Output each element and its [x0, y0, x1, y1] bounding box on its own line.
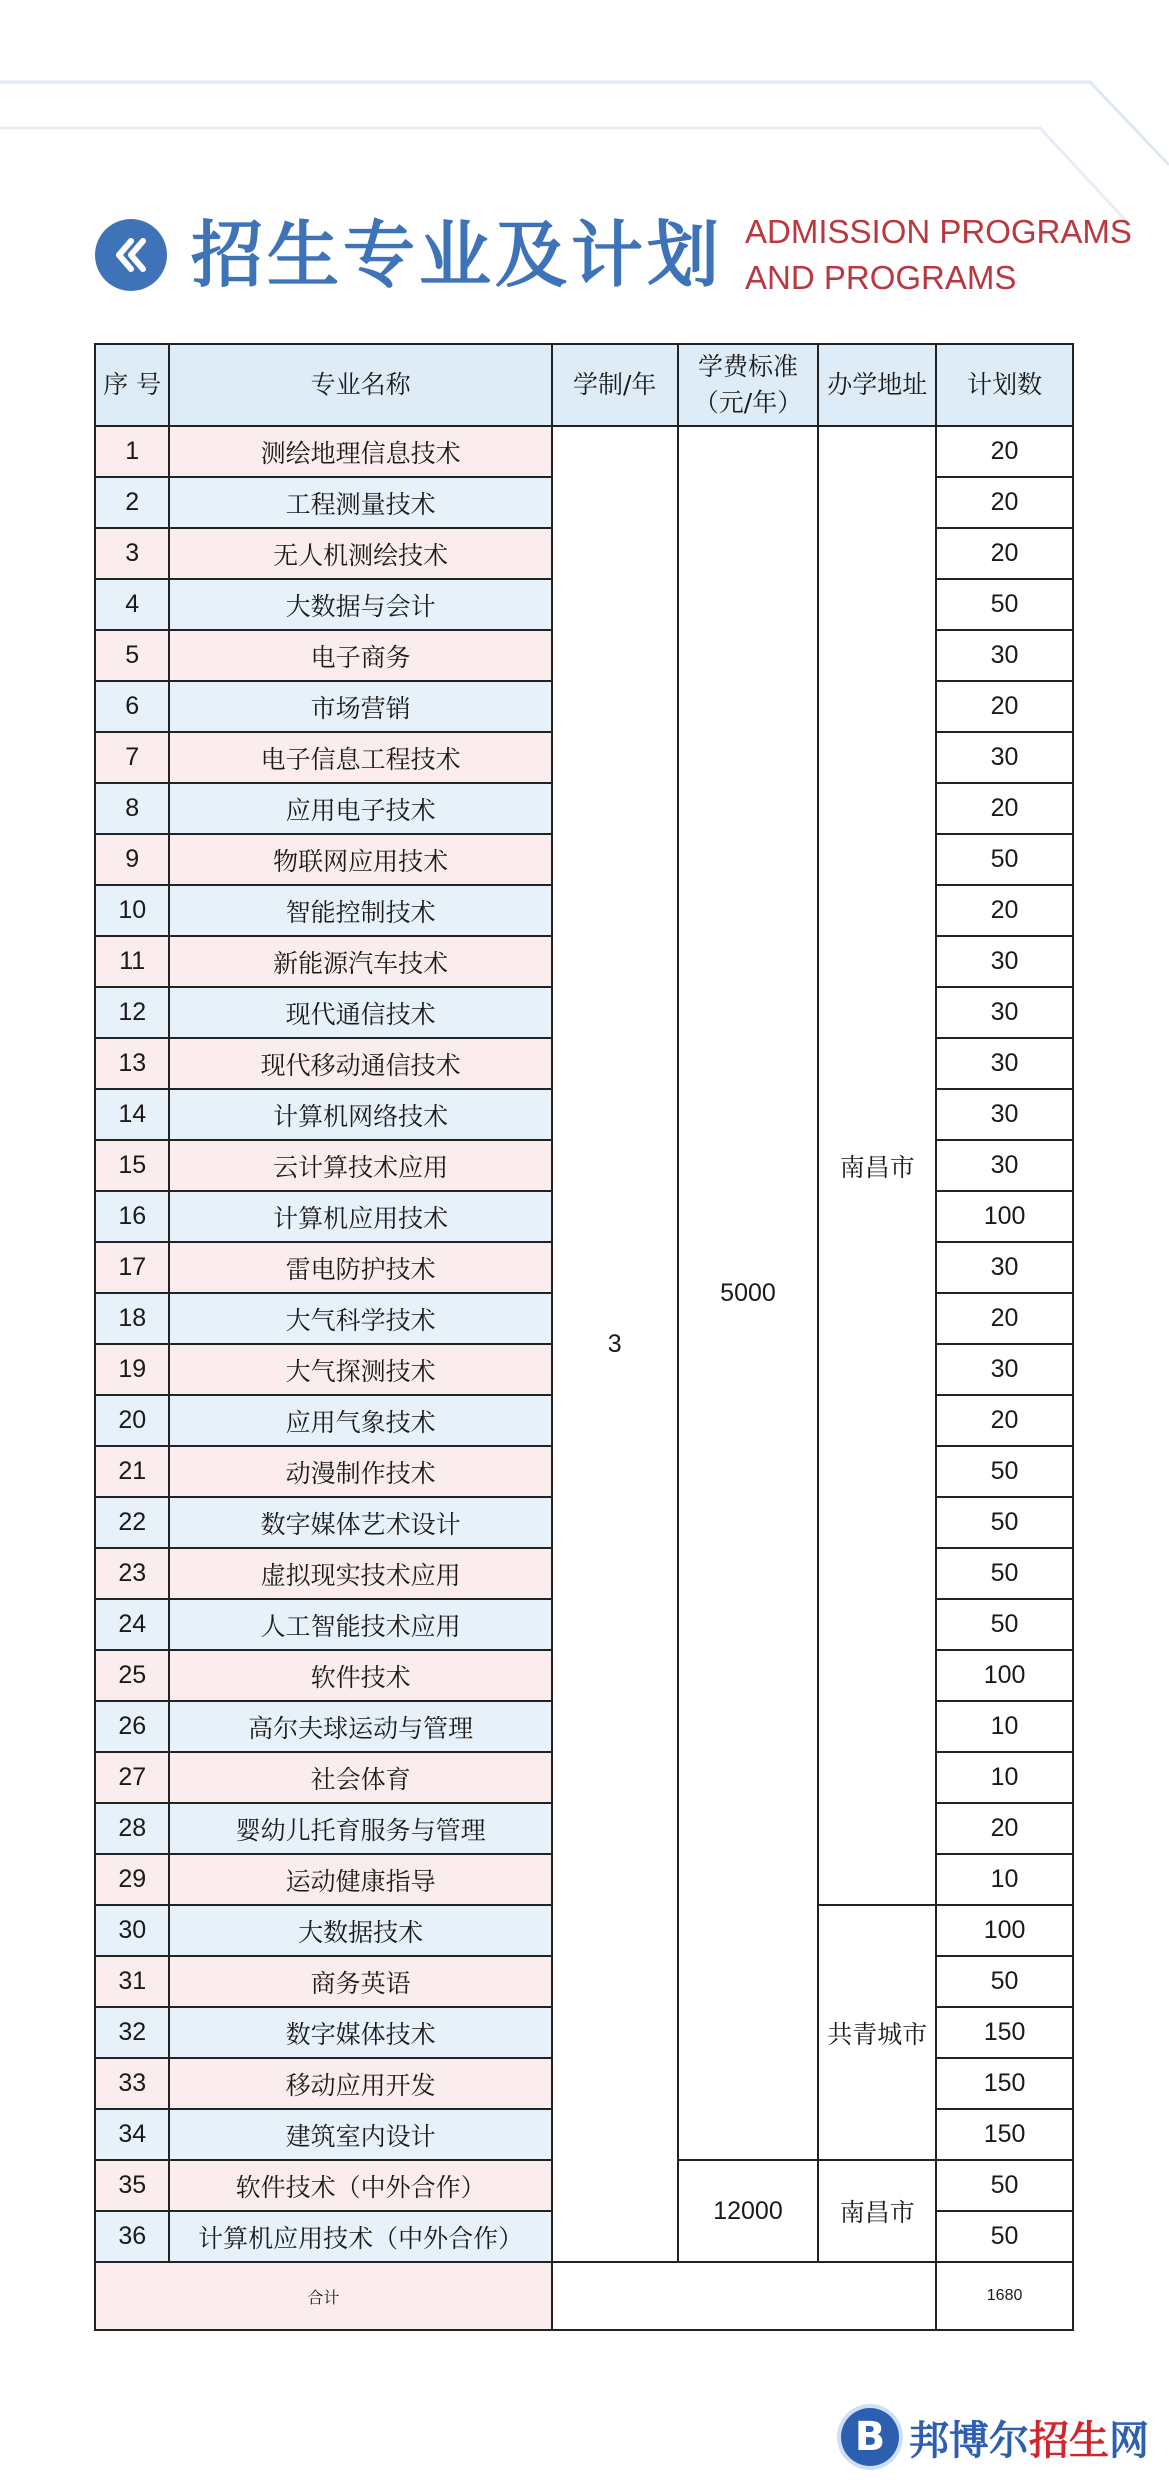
total-label: 合计 [95, 2262, 552, 2330]
program-name: 现代通信技术 [169, 987, 551, 1038]
program-name: 应用气象技术 [169, 1395, 551, 1446]
program-name: 人工智能技术应用 [169, 1599, 551, 1650]
row-number: 6 [95, 681, 169, 732]
row-number: 7 [95, 732, 169, 783]
row-number: 8 [95, 783, 169, 834]
program-name: 无人机测绘技术 [169, 528, 551, 579]
plan-count: 150 [936, 2109, 1073, 2160]
table-header-row [95, 344, 1073, 426]
total-empty-cell [552, 2262, 936, 2330]
plan-count: 30 [936, 1242, 1073, 1293]
plan-count: 30 [936, 987, 1073, 1038]
double-chevron-left-icon [95, 219, 167, 291]
admission-plan-table [94, 343, 1074, 2331]
plan-count: 10 [936, 1854, 1073, 1905]
plan-count: 50 [936, 1446, 1073, 1497]
plan-count: 150 [936, 2007, 1073, 2058]
program-name: 移动应用开发 [169, 2058, 551, 2109]
header-tuition-line-2: （元/年） [693, 388, 803, 417]
program-name: 高尔夫球运动与管理 [169, 1701, 551, 1752]
table-row [95, 426, 1073, 477]
program-name: 应用电子技术 [169, 783, 551, 834]
plan-count: 50 [936, 579, 1073, 630]
program-name: 电子商务 [169, 630, 551, 681]
program-name: 数字媒体艺术设计 [169, 1497, 551, 1548]
row-number: 17 [95, 1242, 169, 1293]
plan-count: 50 [936, 2211, 1073, 2262]
plan-count: 20 [936, 426, 1073, 477]
plan-count: 50 [936, 1599, 1073, 1650]
header-years: 学制/年 [552, 344, 678, 426]
plan-count: 50 [936, 1497, 1073, 1548]
row-number: 3 [95, 528, 169, 579]
program-name: 计算机应用技术（中外合作） [169, 2211, 551, 2262]
plan-count: 20 [936, 1395, 1073, 1446]
row-number: 26 [95, 1701, 169, 1752]
header-no: 序 号 [95, 344, 169, 426]
watermark-text-2: 招生 [1029, 2416, 1109, 2464]
plan-count: 20 [936, 681, 1073, 732]
program-name: 运动健康指导 [169, 1854, 551, 1905]
location-gongqing-cell: 共青城市 [818, 1905, 936, 2160]
row-number: 36 [95, 2211, 169, 2262]
tuition-merged-cell: 5000 [678, 426, 819, 2160]
plan-count: 20 [936, 1803, 1073, 1854]
program-name: 数字媒体技术 [169, 2007, 551, 2058]
plan-count: 10 [936, 1752, 1073, 1803]
watermark-logo-icon: B [841, 2408, 899, 2466]
program-name: 动漫制作技术 [169, 1446, 551, 1497]
subtitle-line-2: AND PROGRAMS [745, 259, 1017, 296]
plan-count: 100 [936, 1191, 1073, 1242]
row-number: 29 [95, 1854, 169, 1905]
plan-count: 50 [936, 834, 1073, 885]
plan-count: 50 [936, 1548, 1073, 1599]
plan-count: 30 [936, 1038, 1073, 1089]
row-number: 14 [95, 1089, 169, 1140]
header-tuition-line-1: 学费标准 [697, 352, 798, 381]
program-name: 市场营销 [169, 681, 551, 732]
years-merged-cell: 3 [552, 426, 678, 2262]
row-number: 16 [95, 1191, 169, 1242]
plan-count: 30 [936, 732, 1073, 783]
plan-count: 20 [936, 885, 1073, 936]
program-name: 云计算技术应用 [169, 1140, 551, 1191]
row-number: 4 [95, 579, 169, 630]
header-tuition [678, 344, 819, 426]
row-number: 21 [95, 1446, 169, 1497]
plan-count: 100 [936, 1650, 1073, 1701]
plan-count: 20 [936, 528, 1073, 579]
row-number: 22 [95, 1497, 169, 1548]
plan-count: 30 [936, 1344, 1073, 1395]
watermark-text-1: 邦博尔 [909, 2416, 1029, 2464]
row-number: 35 [95, 2160, 169, 2211]
row-number: 19 [95, 1344, 169, 1395]
row-number: 9 [95, 834, 169, 885]
row-number: 15 [95, 1140, 169, 1191]
row-number: 11 [95, 936, 169, 987]
row-number: 24 [95, 1599, 169, 1650]
program-name: 大数据技术 [169, 1905, 551, 1956]
plan-count: 50 [936, 2160, 1073, 2211]
program-name: 测绘地理信息技术 [169, 426, 551, 477]
program-name: 软件技术 [169, 1650, 551, 1701]
plan-count: 20 [936, 1293, 1073, 1344]
row-number: 23 [95, 1548, 169, 1599]
plan-count: 150 [936, 2058, 1073, 2109]
row-number: 27 [95, 1752, 169, 1803]
plan-count: 20 [936, 783, 1073, 834]
row-number: 5 [95, 630, 169, 681]
row-number: 18 [95, 1293, 169, 1344]
plan-count: 30 [936, 630, 1073, 681]
program-name: 工程测量技术 [169, 477, 551, 528]
program-name: 虚拟现实技术应用 [169, 1548, 551, 1599]
header-plan-count: 计划数 [936, 344, 1073, 426]
row-number: 20 [95, 1395, 169, 1446]
program-name: 新能源汽车技术 [169, 936, 551, 987]
location-coop-cell: 南昌市 [818, 2160, 936, 2262]
total-row [95, 2262, 1073, 2330]
row-number: 2 [95, 477, 169, 528]
row-number: 32 [95, 2007, 169, 2058]
program-name: 软件技术（中外合作） [169, 2160, 551, 2211]
row-number: 33 [95, 2058, 169, 2109]
plan-count: 50 [936, 1956, 1073, 2007]
program-name: 大数据与会计 [169, 579, 551, 630]
row-number: 13 [95, 1038, 169, 1089]
plan-count: 100 [936, 1905, 1073, 1956]
program-name: 计算机应用技术 [169, 1191, 551, 1242]
plan-count: 30 [936, 1140, 1073, 1191]
plan-count: 30 [936, 1089, 1073, 1140]
row-number: 10 [95, 885, 169, 936]
row-number: 1 [95, 426, 169, 477]
page-header [95, 200, 1132, 310]
program-name: 电子信息工程技术 [169, 732, 551, 783]
row-number: 30 [95, 1905, 169, 1956]
program-name: 现代移动通信技术 [169, 1038, 551, 1089]
row-number: 28 [95, 1803, 169, 1854]
page-subtitle-english [745, 209, 1132, 301]
program-name: 婴幼儿托育服务与管理 [169, 1803, 551, 1854]
plan-count: 10 [936, 1701, 1073, 1752]
row-number: 25 [95, 1650, 169, 1701]
location-nanchang-cell: 南昌市 [818, 426, 936, 1905]
tuition-coop-cell: 12000 [678, 2160, 819, 2262]
program-name: 社会体育 [169, 1752, 551, 1803]
program-name: 建筑室内设计 [169, 2109, 551, 2160]
plan-count: 30 [936, 936, 1073, 987]
site-watermark [841, 2408, 1149, 2466]
header-program-name: 专业名称 [169, 344, 551, 426]
program-name: 商务英语 [169, 1956, 551, 2007]
watermark-text-3: 网 [1109, 2416, 1149, 2464]
plan-count: 20 [936, 477, 1073, 528]
watermark-text [909, 2409, 1149, 2466]
page-title: 招生专业及计划 [191, 213, 724, 297]
row-number: 34 [95, 2109, 169, 2160]
program-name: 大气探测技术 [169, 1344, 551, 1395]
program-name: 大气科学技术 [169, 1293, 551, 1344]
program-name: 计算机网络技术 [169, 1089, 551, 1140]
program-name: 智能控制技术 [169, 885, 551, 936]
header-location: 办学地址 [818, 344, 936, 426]
subtitle-line-1: ADMISSION PROGRAMS [745, 213, 1132, 250]
total-value: 1680 [936, 2262, 1073, 2330]
program-name: 物联网应用技术 [169, 834, 551, 885]
row-number: 31 [95, 1956, 169, 2007]
row-number: 12 [95, 987, 169, 1038]
program-name: 雷电防护技术 [169, 1242, 551, 1293]
